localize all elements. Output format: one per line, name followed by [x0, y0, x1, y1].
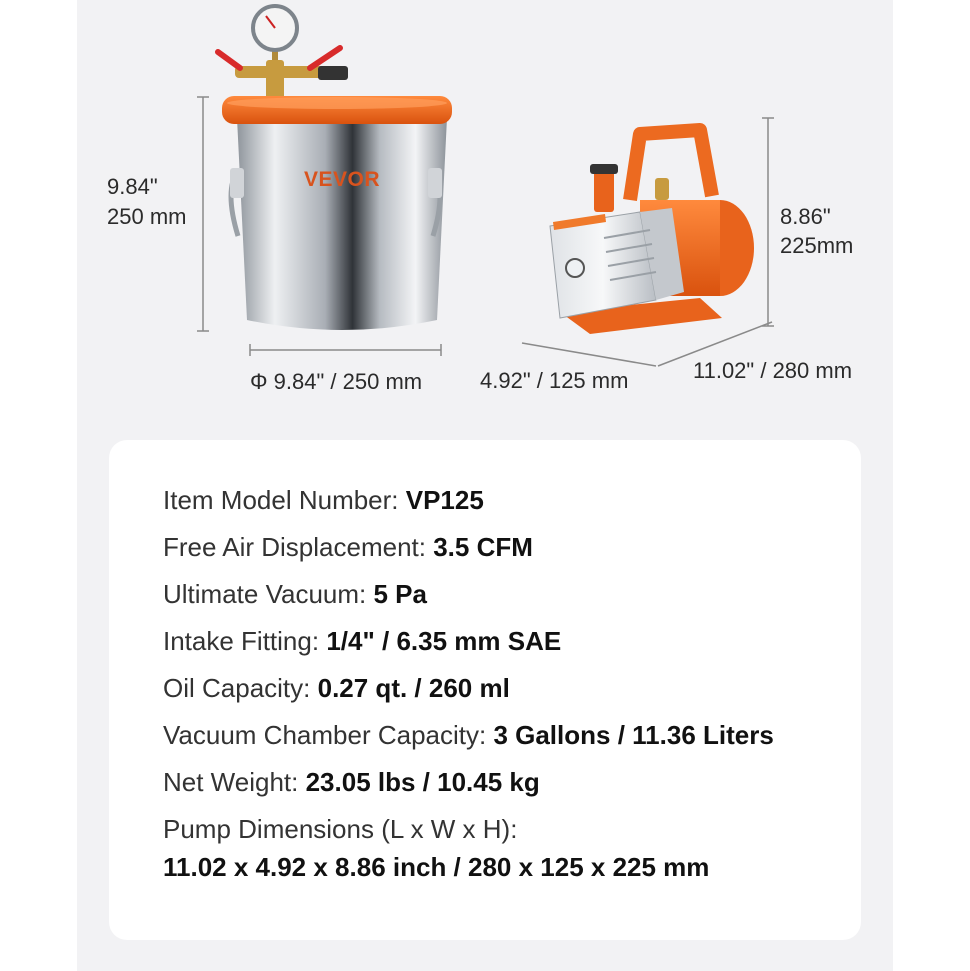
spec-row-model — [163, 484, 484, 516]
spec-row-oil — [163, 672, 510, 704]
spec-label: Pump Dimensions (L x W x H): — [163, 814, 518, 844]
spec-label: Vacuum Chamber Capacity: — [163, 720, 494, 750]
pump-height-mm: 225mm — [780, 233, 854, 258]
brand-logo: VEVOR — [304, 168, 381, 191]
spec-label: Ultimate Vacuum: — [163, 579, 374, 609]
spec-row-displacement — [163, 531, 533, 563]
spec-value: 0.27 qt. / 260 ml — [317, 673, 510, 703]
spec-row-intake — [163, 625, 561, 657]
spec-row-dimensions-value — [163, 851, 709, 883]
spec-row-weight — [163, 766, 540, 798]
spec-value: 11.02 x 4.92 x 8.86 inch / 280 x 125 x 225 mm — [163, 852, 710, 882]
spec-row-chamber-capacity — [163, 719, 774, 751]
spec-row-vacuum — [163, 578, 427, 610]
chamber-height-inch: 9.84" — [107, 174, 158, 199]
chamber-diameter: Φ 9.84" / 250 mm — [250, 369, 423, 394]
spec-label: Oil Capacity: — [163, 673, 318, 703]
vacuum-pump-image — [550, 130, 754, 334]
spec-row-dimensions-label — [163, 813, 517, 845]
pump-width: 4.92" / 125 mm — [480, 368, 629, 393]
spec-label: Free Air Displacement: — [163, 532, 434, 562]
spec-label: Intake Fitting: — [163, 626, 327, 656]
spec-value: 3 Gallons / 11.36 Liters — [493, 720, 774, 750]
oil-sight-glass-icon — [566, 259, 584, 277]
spec-value: 3.5 CFM — [433, 532, 533, 562]
spec-value: 1/4" / 6.35 mm SAE — [326, 626, 562, 656]
pump-height-inch: 8.86" — [780, 204, 831, 229]
spec-value: 5 Pa — [373, 579, 427, 609]
spec-value: 23.05 lbs / 10.45 kg — [305, 767, 540, 797]
spec-value: VP125 — [405, 485, 484, 515]
chamber-height-mm: 250 mm — [107, 204, 187, 229]
pump-length: 11.02" / 280 mm — [693, 358, 853, 383]
spec-label: Item Model Number: — [163, 485, 406, 515]
spec-label: Net Weight: — [163, 767, 306, 797]
